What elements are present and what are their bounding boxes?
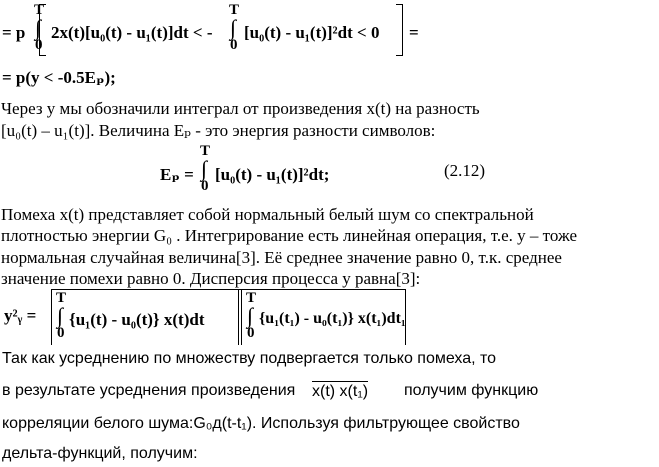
eq1-upper-limit-a: T [34, 2, 45, 18]
eq4-upper-limit-a: T [56, 290, 67, 306]
eq4-integral-sign-a: ∫ [57, 303, 64, 328]
eq4-upper-limit-b: T [246, 290, 257, 306]
para2-line1: Помеха x(t) представляет собой нормальный белый шум со спектральной [1, 205, 534, 224]
para2-line4: значение помехи равно 0. Дисперсия процесса y равна[3]: [1, 269, 421, 288]
eq1-integrand-a: 2x(t)[u₀(t) - u₁(t)]dt < - [51, 23, 213, 42]
para3-line3: корреляции белого шума:G₀д(t-t₁). Используя фильтрующее свойство [2, 415, 520, 432]
para3-line1: Так как усреднению по множеству подвергается только помеха, то [2, 350, 497, 367]
eq3-integral-sign: ∫ [201, 156, 208, 181]
eq1-lower-limit-b: 0 [230, 37, 238, 53]
eq3-lower-limit: 0 [201, 178, 209, 194]
para2-line2: плотностью энергии G₀ . Интегрирование есть линейная операция, т.е. y – тоже [1, 226, 578, 245]
eq4-integral-sign-b: ∫ [247, 303, 254, 328]
eq1-integral-sign-b: ∫ [230, 15, 237, 40]
eq1-integrand-b: [u₀(t) - u₁(t)]²dt < 0 [244, 23, 380, 42]
para1-line1: Через y мы обозначили интеграл от произведения x(t) на разность [1, 99, 480, 118]
eq1-lead: = p [2, 23, 26, 42]
eq3-lhs: Eₚ = [160, 165, 194, 184]
eq3-upper-limit: T [200, 143, 211, 159]
eq4-lower-limit-b: 0 [247, 325, 255, 341]
para3-overlined-product: x(t) x(t₁) [312, 383, 369, 400]
eq1-right-bracket [396, 4, 403, 56]
eq1-lower-limit-a: 0 [35, 37, 43, 53]
eq4-body-a: {u₁(t) - u₀(t)} x(t)dt [69, 310, 205, 329]
para3-line4: дельта-функций, получим: [2, 445, 198, 462]
eq4-lhs: y²ᵧ = [4, 306, 37, 325]
eq2: = p(y < -0.5Eₚ); [2, 68, 116, 87]
eq3-body: [u₀(t) - u₁(t)]²dt; [215, 165, 330, 184]
para1-line2: [u₀(t) – u₁(t)]. Величина Eₚ - это энергия разности символов: [1, 121, 436, 140]
eq4-body-b: {u₁(t₁) - u₀(t₁)} x(t₁)dt₁ [259, 310, 406, 327]
para3-line2-a: в результате усреднения произведения [2, 382, 296, 399]
eq1-trail: = [409, 23, 419, 42]
eq1-upper-limit-b: T [229, 2, 240, 18]
eq3-number: (2.12) [444, 161, 486, 180]
para3-line2-b: получим функцию [404, 382, 539, 399]
para2-line3: нормальная случайная величина[3]. Её среднее значение равно 0, т.к. среднее [1, 248, 562, 267]
eq1-integral-sign-a: ∫ [35, 15, 42, 40]
eq4-lower-limit-a: 0 [57, 325, 65, 341]
